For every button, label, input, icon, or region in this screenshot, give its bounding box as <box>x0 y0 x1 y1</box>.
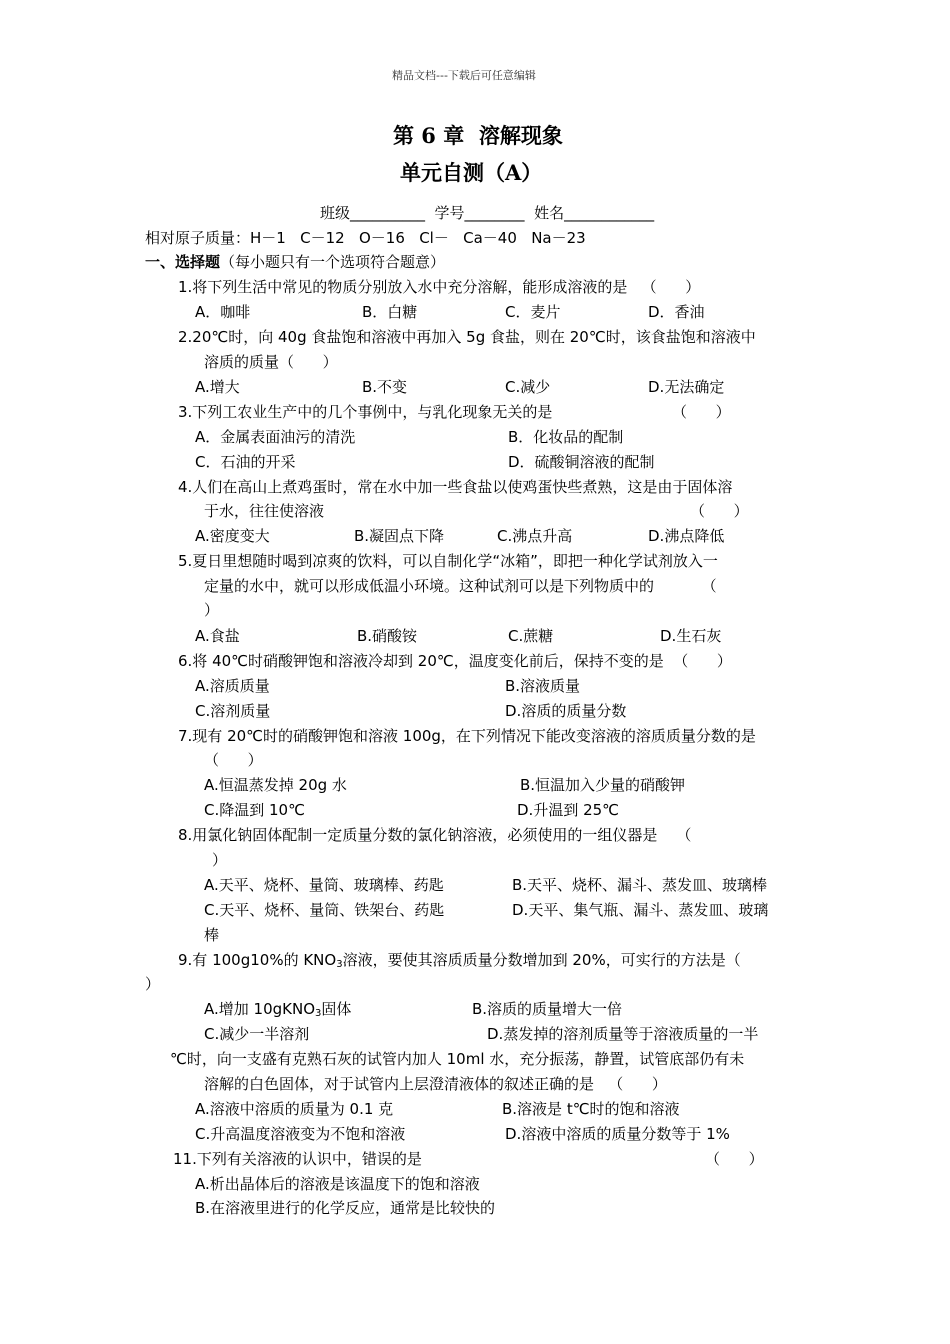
q3-option-a: A．金属表面油污的清洗 <box>195 428 356 446</box>
question-2-stem: 2.20℃时，向 40g 食盐饱和溶液中再加入 5g 食盐，则在 20℃时，该食盐饱和溶液中 <box>178 328 756 346</box>
q1-option-c: C．麦片 <box>505 303 561 321</box>
q2-option-a: A.增大 <box>195 378 240 396</box>
question-3-stem: 3.下列工农业生产中的几个事例中，与乳化现象无关的是 <box>178 403 553 421</box>
q4-option-a: A.密度变大 <box>195 527 270 545</box>
q8-option-c: C.天平、烧杯、量筒、铁架台、药匙 <box>204 901 445 919</box>
q6-option-d: D.溶质的质量分数 <box>505 702 627 720</box>
q6-option-b: B.溶液质量 <box>505 677 581 695</box>
section-heading <box>145 252 445 272</box>
q7-option-d: D.升温到 25℃ <box>517 801 620 819</box>
q4-option-c: C.沸点升高 <box>497 527 573 545</box>
q7-option-a: A.恒温蒸发掉 20g 水 <box>204 776 347 794</box>
q9-subscript: 3 <box>336 959 343 970</box>
q10-option-b: B.溶液是 t℃时的饱和溶液 <box>502 1100 680 1118</box>
q7-option-b: B.恒温加入少量的硝酸钾 <box>520 776 686 794</box>
q8-option-d-cont: 棒 <box>204 926 220 944</box>
question-10-stem: ℃时，向一支盛有克熟石灰的试管内加人 10ml 水，充分振荡，静置，试管底部仍有未 <box>170 1050 745 1068</box>
question-8-stem-end: ） <box>212 851 228 869</box>
q10-option-c: C.升高温度溶液变为不饱和溶液 <box>195 1125 406 1143</box>
q2-option-d: D.无法确定 <box>648 378 725 396</box>
q8-option-a: A.天平、烧杯、量筒、玻璃棒、药匙 <box>204 876 444 894</box>
q8-option-b: B.天平、烧杯、漏斗、蒸发皿、玻璃棒 <box>512 876 768 894</box>
question-5-stem-cont: 定量的水中，就可以形成低温小环境。这种试剂可以是下列物质中的 （ <box>204 577 717 595</box>
question-2-stem-cont: 溶质的质量（ ） <box>204 353 338 371</box>
section-title: 一、选择题 <box>145 253 221 271</box>
q4-option-b: B.凝固点下降 <box>354 527 445 545</box>
question-3-paren: （ ） <box>672 403 731 421</box>
q5-option-a: A.食盐 <box>195 627 240 645</box>
question-4-stem: 4.人们在高山上煮鸡蛋时，常在水中加一些食盐以使鸡蛋快些煮熟，这是由于固体溶 <box>178 478 733 496</box>
question-8-stem: 8.用氯化钠固体配制一定质量分数的氯化钠溶液，必须使用的一组仪器是 （ <box>178 826 692 844</box>
page-header: 精品文档---下载后可任意编辑 <box>392 69 536 82</box>
q1-option-b: B．白糖 <box>362 303 418 321</box>
q8-option-d: D.天平、集气瓶、漏斗、蒸发皿、玻璃 <box>512 901 769 919</box>
atomic-masses: 相对原子质量：H－1 C－12 O－16 Cl－ Ca－40 Na－23 <box>145 229 586 247</box>
q10-option-d: D.溶液中溶质的质量分数等于 1% <box>505 1125 730 1143</box>
q6-option-c: C.溶剂质量 <box>195 702 271 720</box>
question-7-stem: 7.现有 20℃时的硝酸钾饱和溶液 100g，在下列情况下能改变溶液的溶质质量分数的是 <box>178 727 756 745</box>
question-1-stem: 1.将下列生活中常见的物质分别放入水中充分溶解，能形成溶液的是 （ ） <box>178 278 701 296</box>
q9-option-a-post: 固体 <box>321 1000 352 1018</box>
section-note: （每小题只有一个选项符合题意） <box>220 253 446 271</box>
question-7-stem-cont: （ ） <box>204 751 263 769</box>
chapter-title: 第 6 章 溶解现象 <box>393 123 563 148</box>
q10-option-a: A.溶液中溶质的质量为 0.1 克 <box>195 1100 394 1118</box>
q9-option-c: C.减少一半溶剂 <box>204 1025 310 1043</box>
q6-option-a: A.溶质质量 <box>195 677 270 695</box>
q3-option-c: C．石油的开采 <box>195 453 296 471</box>
q1-option-a: A．咖啡 <box>195 303 251 321</box>
q3-option-b: B．化妆品的配制 <box>508 428 624 446</box>
question-6-stem: 6.将 40℃时硝酸钾饱和溶液冷却到 20℃，温度变化前后，保持不变的是 （ ） <box>178 652 732 670</box>
chapter-subtitle: 单元自测（A） <box>400 160 543 185</box>
q9-stem-pre: 9.有 100g10%的 KNO <box>178 951 337 969</box>
q3-option-d: D．硫酸铜溶液的配制 <box>508 453 655 471</box>
q9-stem-post: 溶液，要使其溶质质量分数增加到 20%，可实行的方法是（ <box>342 951 741 969</box>
question-5-stem-end: ） <box>204 601 220 619</box>
student-info-line: 班级__________ 学号________ 姓名____________ <box>320 204 655 222</box>
q2-option-c: C.减少 <box>505 378 551 396</box>
question-10-stem-cont: 溶解的白色固体，对于试管内上层澄清液体的叙述正确的是 （ ） <box>204 1075 667 1093</box>
q5-option-b: B.硝酸铵 <box>357 627 418 645</box>
question-9-stem <box>178 950 741 975</box>
q7-option-c: C.降温到 10℃ <box>204 801 305 819</box>
q4-option-d: D.沸点降低 <box>648 527 725 545</box>
question-9-stem-end: ） <box>145 975 161 993</box>
question-11-stem: 11.下列有关溶液的认识中，错误的是 <box>173 1150 422 1168</box>
q5-option-c: C.蔗糖 <box>508 627 554 645</box>
question-11-paren: （ ） <box>705 1150 764 1168</box>
q11-option-b: B.在溶液里进行的化学反应，通常是比较快的 <box>195 1199 496 1217</box>
q9-option-a <box>204 999 351 1024</box>
q9-option-b: B.溶质的质量增大一倍 <box>472 1000 623 1018</box>
question-4-paren: （ ） <box>690 502 749 520</box>
q9-option-a-pre: A.增加 10gKNO <box>204 1000 316 1018</box>
question-4-stem-cont: 于水，往往使溶液 <box>204 502 325 520</box>
q1-option-d: D．香油 <box>648 303 705 321</box>
q5-option-d: D.生石灰 <box>660 627 722 645</box>
q11-option-a: A.析出晶体后的溶液是该温度下的饱和溶液 <box>195 1175 480 1193</box>
q9-option-a-subscript: 3 <box>315 1008 322 1019</box>
q9-option-d: D.蒸发掉的溶剂质量等于溶液质量的一半 <box>487 1025 759 1043</box>
question-5-stem: 5.夏日里想随时喝到凉爽的饮料，可以自制化学“冰箱”，即把一种化学试剂放入一 <box>178 552 718 570</box>
q2-option-b: B.不变 <box>362 378 408 396</box>
